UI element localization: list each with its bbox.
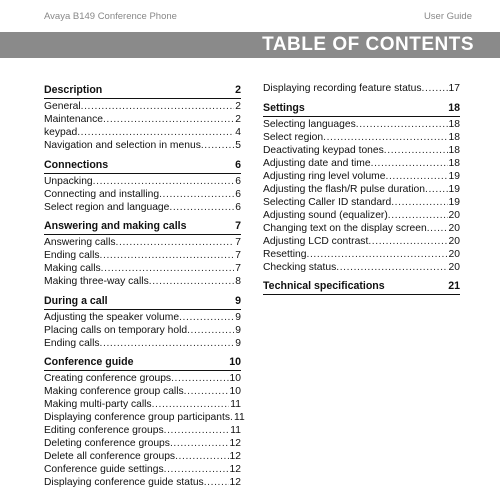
section-page-number: 21 — [448, 280, 460, 292]
toc-entry[interactable] — [44, 463, 241, 476]
toc-entry[interactable] — [44, 100, 241, 113]
entry-page-number: 6 — [235, 175, 241, 187]
entry-page-number: 18 — [448, 131, 460, 143]
entry-page-number: 11 — [230, 425, 241, 436]
dot-leader — [171, 372, 228, 385]
entry-title: Resetting — [263, 248, 307, 260]
entry-title: Making multi-party calls — [44, 399, 152, 410]
entry-title: Editing conference groups — [44, 425, 164, 436]
entry-page-number: 4 — [235, 127, 241, 138]
dot-leader — [116, 236, 235, 249]
entry-title: Making three-way calls — [44, 276, 149, 287]
dot-leader — [81, 100, 235, 113]
dot-leader — [152, 398, 230, 411]
section-title: Answering and making calls — [44, 220, 187, 232]
dot-leader — [164, 424, 230, 437]
entry-title: Selecting Caller ID standard — [263, 196, 392, 208]
entry-title: Adjusting sound (equalizer) — [263, 209, 388, 221]
entry-page-number: 6 — [235, 188, 241, 200]
toc-entry[interactable] — [263, 183, 460, 196]
entry-page-number: 11 — [230, 399, 241, 410]
entry-page-number: 9 — [235, 337, 241, 349]
dot-leader — [307, 248, 448, 261]
header-doc-type: User Guide — [423, 11, 472, 22]
section-title: Settings — [263, 101, 305, 114]
entry-title: Navigation and selection in menus — [44, 140, 201, 151]
toc-entry[interactable] — [44, 201, 241, 214]
toc-entry[interactable] — [263, 170, 460, 183]
section-page-number: 9 — [235, 294, 241, 307]
dot-leader — [184, 385, 229, 398]
entry-title: Connecting and installing — [44, 188, 160, 200]
toc-entry[interactable] — [44, 188, 241, 201]
section-title: Description — [44, 84, 103, 96]
toc-entry[interactable] — [44, 249, 241, 262]
entry-page-number: 12 — [229, 438, 241, 449]
page-title: TABLE OF CONTENTS — [262, 34, 474, 55]
section-rule — [44, 173, 241, 174]
dot-leader — [175, 450, 228, 463]
entry-page-number: 19 — [448, 170, 460, 182]
section-page-number: 10 — [229, 356, 241, 368]
dot-leader — [323, 131, 447, 144]
entry-title: Adjusting the speaker volume — [44, 311, 180, 323]
entry-page-number: 20 — [448, 235, 460, 247]
toc-entry[interactable] — [263, 196, 460, 209]
dot-leader — [385, 170, 447, 183]
dot-leader — [384, 144, 448, 157]
entry-title: Creating conference groups — [44, 373, 172, 384]
dot-leader — [159, 188, 234, 201]
entry-title: Adjusting LCD contrast — [263, 235, 369, 247]
toc-entry[interactable] — [263, 157, 460, 170]
toc-entry[interactable] — [263, 209, 460, 222]
toc-entry[interactable] — [44, 437, 241, 450]
entry-title: Adjusting ring level volume — [263, 170, 386, 182]
section-rule — [44, 370, 241, 371]
entry-title: Selecting languages — [263, 118, 356, 130]
toc-entry[interactable] — [44, 424, 241, 437]
entry-page-number: 9 — [235, 311, 241, 323]
entry-title: Deactivating keypad tones — [263, 144, 384, 156]
dot-leader — [427, 222, 448, 235]
toc-right-column — [263, 82, 460, 296]
entry-title: Select region and language — [44, 201, 170, 213]
toc-entry[interactable] — [44, 113, 241, 126]
toc-entry[interactable] — [44, 450, 241, 463]
toc-entry[interactable] — [44, 311, 241, 324]
entry-title: Unpacking — [44, 175, 93, 187]
entry-title: Displaying conference guide status — [44, 477, 204, 488]
entry-page-number: 20 — [448, 248, 460, 260]
section-rule — [44, 234, 241, 235]
dot-leader — [336, 261, 447, 274]
dot-leader — [93, 175, 235, 188]
entry-page-number: 2 — [235, 114, 241, 125]
entry-page-number: 9 — [235, 324, 241, 336]
entry-page-number: 20 — [448, 222, 460, 234]
entry-page-number: 20 — [448, 261, 460, 273]
toc-section-heading[interactable] — [44, 356, 241, 369]
dot-leader — [368, 235, 447, 248]
entry-page-number: 12 — [229, 477, 241, 488]
entry-page-number: 5 — [235, 140, 241, 151]
entry-page-number: 18 — [448, 157, 460, 169]
entry-page-number: 8 — [235, 276, 241, 287]
entry-page-number: 7 — [235, 263, 241, 274]
toc-entry[interactable] — [44, 126, 241, 139]
dot-leader — [100, 249, 235, 262]
toc-entry[interactable] — [263, 118, 460, 131]
dot-leader — [422, 82, 448, 95]
toc-section-heading[interactable] — [44, 295, 241, 308]
section-rule — [44, 309, 241, 310]
dot-leader — [187, 324, 234, 337]
toc-entry[interactable] — [263, 144, 460, 157]
toc-entry[interactable] — [263, 261, 460, 274]
entry-title: Conference guide settings — [44, 464, 164, 475]
entry-page-number: 18 — [448, 144, 460, 156]
dot-leader — [356, 118, 448, 131]
section-rule — [263, 116, 460, 117]
toc-entry[interactable] — [44, 385, 241, 398]
entry-title: Deleting conference groups — [44, 438, 170, 449]
section-title: Technical specifications — [263, 280, 385, 292]
section-rule — [44, 98, 241, 99]
entry-page-number: 2 — [235, 101, 241, 112]
toc-section-heading[interactable] — [263, 102, 460, 115]
running-header — [0, 6, 500, 20]
entry-title: Answering calls — [44, 237, 116, 248]
entry-title: Adjusting date and time — [263, 157, 371, 169]
dot-leader — [170, 437, 229, 450]
entry-title: Placing calls on temporary hold — [44, 324, 188, 336]
entry-title: Displaying recording feature status — [263, 83, 422, 94]
toc-section-heading[interactable] — [263, 280, 460, 293]
dot-leader — [230, 411, 233, 424]
toc-entry[interactable] — [44, 337, 241, 350]
entry-title: Ending calls — [44, 337, 100, 349]
entry-title: General — [44, 101, 81, 112]
entry-title: Delete all conference groups — [44, 451, 176, 462]
header-product-name: Avaya B149 Conference Phone — [44, 11, 177, 22]
entry-title: Displaying conference group participants — [44, 412, 231, 423]
section-page-number: 2 — [235, 84, 241, 96]
toc-entry[interactable] — [263, 222, 460, 235]
entry-page-number: 20 — [448, 209, 460, 221]
toc-entry[interactable] — [44, 324, 241, 337]
toc-entry[interactable] — [263, 82, 460, 95]
toc-entry[interactable] — [263, 248, 460, 261]
entry-title: Changing text on the display screen — [263, 222, 427, 234]
entry-page-number: 7 — [235, 250, 241, 261]
entry-title: Select region — [263, 131, 324, 143]
dot-leader — [201, 139, 234, 152]
entry-page-number: 12 — [229, 451, 241, 462]
dot-leader — [164, 463, 229, 476]
toc-entry[interactable] — [44, 262, 241, 275]
toc-entry[interactable] — [44, 236, 241, 249]
dot-leader — [425, 183, 448, 196]
entry-title: Checking status — [263, 261, 337, 273]
dot-leader — [388, 209, 448, 222]
section-rule — [263, 294, 460, 295]
toc-entry[interactable] — [44, 139, 241, 152]
entry-page-number: 12 — [229, 464, 241, 475]
dot-leader — [103, 113, 234, 126]
dot-leader — [101, 262, 235, 275]
entry-page-number: 19 — [448, 183, 460, 195]
toc-left-column — [44, 82, 245, 489]
dot-leader — [391, 196, 447, 209]
entry-title: Ending calls — [44, 250, 100, 261]
toc-entry[interactable] — [44, 372, 241, 385]
toc-section-heading[interactable] — [44, 159, 241, 172]
section-title: Connections — [44, 158, 109, 171]
entry-page-number: 10 — [229, 386, 241, 397]
toc-section-heading[interactable] — [44, 84, 241, 97]
toc-section-heading[interactable] — [44, 220, 241, 233]
entry-page-number: 18 — [448, 118, 460, 130]
toc-entry[interactable] — [44, 398, 241, 411]
section-page-number: 6 — [235, 158, 241, 171]
entry-title: Adjusting the flash/R pulse duration — [263, 183, 425, 195]
dot-leader — [371, 157, 448, 170]
dot-leader — [179, 311, 234, 324]
entry-page-number: 6 — [235, 201, 241, 213]
entry-title: keypad — [44, 127, 78, 138]
toc-entry[interactable] — [263, 235, 460, 248]
title-banner — [0, 32, 500, 58]
entry-page-number: 7 — [235, 237, 241, 248]
section-title: Conference guide — [44, 356, 134, 368]
entry-title: Making conference group calls — [44, 386, 184, 397]
dot-leader — [100, 337, 235, 350]
section-page-number: 7 — [235, 220, 241, 232]
toc-entry[interactable] — [263, 131, 460, 144]
entry-page-number: 17 — [448, 83, 460, 94]
entry-title: Maintenance — [44, 114, 103, 125]
dot-leader — [169, 201, 234, 214]
entry-page-number: 19 — [448, 196, 460, 208]
entry-page-number: 10 — [229, 373, 241, 384]
section-page-number: 18 — [448, 101, 460, 114]
dot-leader — [77, 126, 234, 139]
entry-page-number: 11 — [234, 412, 245, 423]
toc-entry[interactable] — [44, 175, 241, 188]
toc-entry[interactable] — [44, 411, 245, 424]
toc-entry[interactable] — [44, 275, 241, 288]
dot-leader — [149, 275, 235, 288]
entry-title: Making calls — [44, 263, 101, 274]
section-title: During a call — [44, 294, 108, 307]
